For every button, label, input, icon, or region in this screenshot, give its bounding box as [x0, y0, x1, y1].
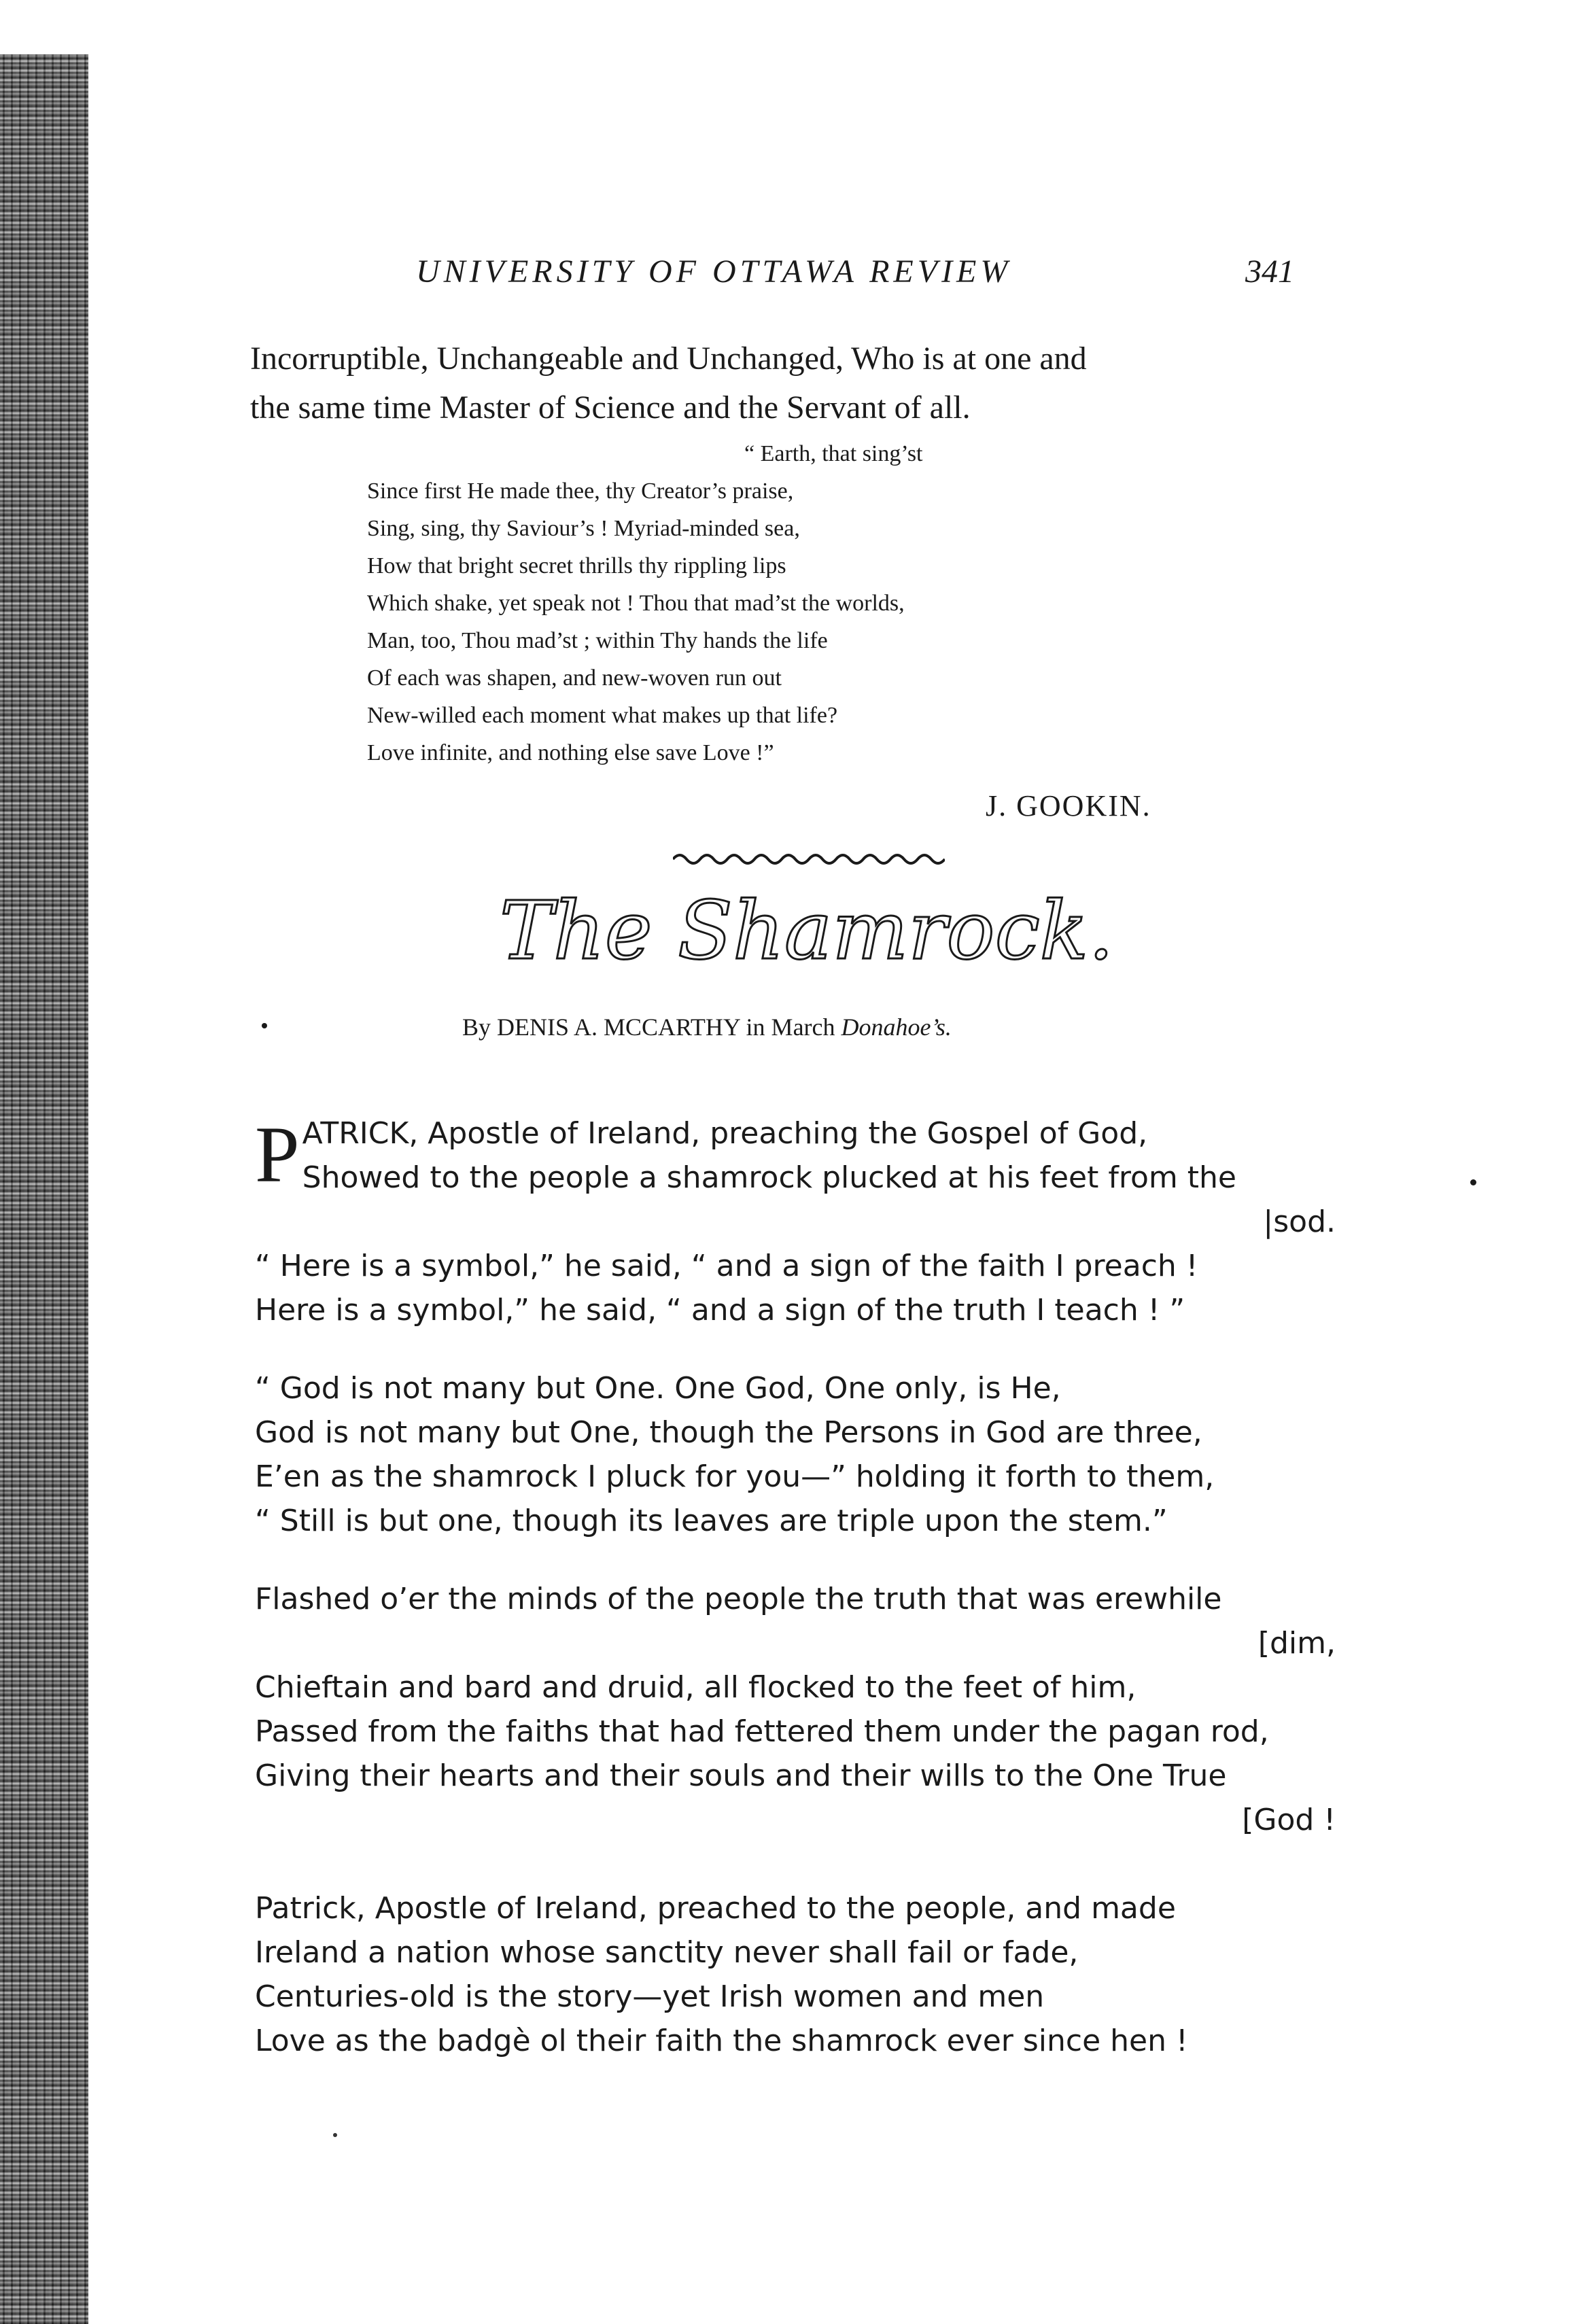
quote-line: Love infinite, and nothing else save Love !”: [367, 740, 774, 765]
byline-author: By DENIS A. MCCARTHY in March: [462, 1013, 835, 1041]
poem-line-continuation: [dim,: [1257, 1626, 1336, 1661]
poem-line: Here is a symbol,” he said, “ and a sign of the truth I teach ! ”: [255, 1293, 1185, 1328]
page-number: 341: [1245, 254, 1294, 290]
wavy-divider: [673, 851, 945, 867]
journal-title: UNIVERSITY OF OTTAWA REVIEW: [416, 254, 1012, 290]
quote-author: J. GOOKIN.: [986, 789, 1151, 822]
poem-stanza-3: [255, 1577, 1349, 1842]
quote-line: Sing, sing, thy Saviour’s ! Myriad-minded sea,: [367, 516, 800, 541]
poem-line: ATRICK, Apostle of Ireland, preaching the Gospel of God,: [302, 1116, 1148, 1151]
prose-paragraph: [250, 334, 1087, 432]
quote-line: Which shake, yet speak not ! Thou that mad’st the worlds,: [367, 591, 905, 616]
stray-mark: [1470, 1179, 1476, 1185]
poem-line-continuation: |sod.: [1263, 1204, 1336, 1239]
poem-stanza-2: [255, 1366, 1349, 1543]
poem-line: Love as the badgè ol their faith the shamrock ever since hen !: [255, 2024, 1188, 2058]
book-binding-edge: [0, 54, 88, 2324]
poem-stanza-1: [255, 1111, 1349, 1332]
quote-line: How that bright secret thrills thy rippling lips: [367, 553, 786, 578]
poem-line: “ God is not many but One. One God, One only, is He,: [255, 1371, 1061, 1406]
drop-cap: P: [255, 1110, 300, 1199]
poem-line: God is not many but One, though the Persons in God are three,: [255, 1415, 1202, 1450]
poem-line: Ireland a nation whose sanctity never shall fail or fade,: [255, 1935, 1079, 1970]
quote-line: “ Earth, that sing’st: [744, 441, 923, 466]
stray-mark: [262, 1023, 267, 1028]
poem-line: Flashed o’er the minds of the people the truth that was erewhile: [255, 1582, 1222, 1616]
poem-line: Chieftain and bard and druid, all flocked to the feet of him,: [255, 1670, 1136, 1705]
poem-line: Showed to the people a shamrock plucked at his feet from the: [302, 1160, 1236, 1195]
quote-line: Since first He made thee, thy Creator’s praise,: [367, 479, 794, 504]
poem-stanza-4: [255, 1886, 1349, 2063]
prose-line: the same time Master of Science and the Servant of all.: [250, 389, 971, 426]
byline: [462, 1013, 952, 1041]
article-title: The Shamrock.: [500, 884, 1114, 977]
poem-line: Patrick, Apostle of Ireland, preached to the people, and made: [255, 1891, 1176, 1926]
quote-line: New-willed each moment what makes up that life?: [367, 703, 838, 728]
poem-line: E’en as the shamrock I pluck for you—” holding it forth to them,: [255, 1459, 1215, 1494]
quoted-verse: [367, 435, 923, 771]
poem-line: Passed from the faiths that had fettered them under the pagan rod,: [255, 1714, 1269, 1749]
stray-mark: [333, 2133, 337, 2137]
quote-line: Of each was shapen, and new-woven run out: [367, 665, 782, 691]
byline-magazine: Donahoe’s.: [841, 1013, 952, 1041]
running-header: [416, 253, 1368, 307]
prose-line: Incorruptible, Unchangeable and Unchanged, Who is at one and: [250, 341, 1087, 377]
quote-line: Man, too, Thou mad’st ; within Thy hands the life: [367, 628, 828, 653]
poem-line: “ Still is but one, though its leaves are triple upon the stem.”: [255, 1504, 1168, 1538]
poem-line-continuation: [God !: [1242, 1803, 1336, 1837]
poem-line: Centuries-old is the story—yet Irish women and men: [255, 1979, 1045, 2014]
poem-line: Giving their hearts and their souls and their wills to the One True: [255, 1758, 1227, 1793]
poem-line: “ Here is a symbol,” he said, “ and a sign of the faith I preach !: [255, 1249, 1198, 1283]
